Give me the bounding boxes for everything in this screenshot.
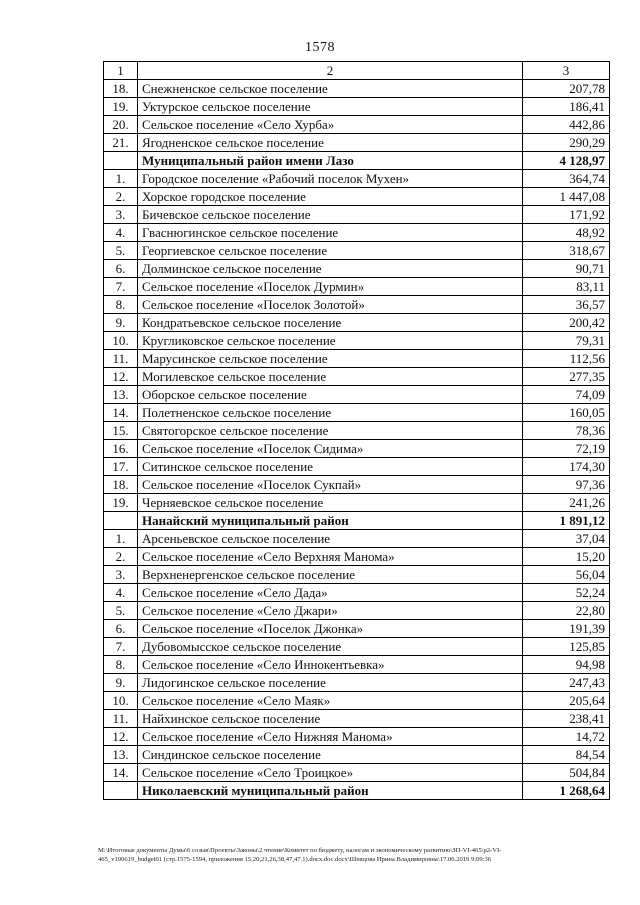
row-value: 247,43 [523,674,610,692]
table-row [104,296,610,314]
district-total-row [104,512,610,530]
row-value: 83,11 [523,278,610,296]
row-name: Нанайский муниципальный район [138,512,523,530]
row-value: 205,64 [523,692,610,710]
row-name: Могилевское сельское поселение [138,368,523,386]
row-value: 1 268,64 [523,782,610,800]
table-row [104,314,610,332]
row-name: Верхненергенское сельское поселение [138,566,523,584]
row-number: 14. [104,764,138,782]
row-number: 17. [104,458,138,476]
row-value: 72,19 [523,440,610,458]
row-name: Арсеньевское сельское поселение [138,530,523,548]
row-value: 112,56 [523,350,610,368]
row-number: 15. [104,422,138,440]
row-value: 364,74 [523,170,610,188]
row-value: 160,05 [523,404,610,422]
row-number: 14. [104,404,138,422]
row-value: 4 128,97 [523,152,610,170]
row-value: 174,30 [523,458,610,476]
row-number: 12. [104,368,138,386]
row-value: 78,36 [523,422,610,440]
row-name: Муниципальный район имени Лазо [138,152,523,170]
row-number: 2. [104,188,138,206]
row-name: Оборское сельское поселение [138,386,523,404]
row-name: Дубовомысское сельское поселение [138,638,523,656]
row-name: Сельское поселение «Село Хурба» [138,116,523,134]
table-row [104,458,610,476]
row-name: Николаевский муниципальный район [138,782,523,800]
row-name: Снежненское сельское поселение [138,80,523,98]
row-name: Сельское поселение «Поселок Сидима» [138,440,523,458]
budget-table [103,61,610,800]
table-row [104,530,610,548]
row-name: Сельское поселение «Поселок Золотой» [138,296,523,314]
district-total-row [104,152,610,170]
row-value: 48,92 [523,224,610,242]
table-row [104,476,610,494]
row-name: Сельское поселение «Село Троицкое» [138,764,523,782]
header-col-number: 1 [104,62,138,80]
table-row [104,404,610,422]
table-row [104,368,610,386]
row-number [104,512,138,530]
district-total-row [104,782,610,800]
row-value: 1 447,08 [523,188,610,206]
row-number: 11. [104,350,138,368]
row-value: 94,98 [523,656,610,674]
row-number: 13. [104,386,138,404]
row-name: Синдинское сельское поселение [138,746,523,764]
table-row [104,746,610,764]
table-row [104,764,610,782]
row-value: 238,41 [523,710,610,728]
budget-table-body [104,62,610,800]
row-number: 13. [104,746,138,764]
row-name: Найхинское сельское поселение [138,710,523,728]
table-row [104,584,610,602]
row-value: 277,35 [523,368,610,386]
row-number: 6. [104,260,138,278]
row-number [104,152,138,170]
row-value: 125,85 [523,638,610,656]
table-row [104,548,610,566]
table-row [104,116,610,134]
table-row [104,206,610,224]
row-number: 2. [104,548,138,566]
footer-line-1: М:\Итоговые документы Думы\6 созыв\Проекты\Законы\2 чтение\Комитет по бюджету, налогам и экономическому развитию\ЗП-VI-465\р2-VI- [98,847,502,854]
row-name: Черняевское сельское поселение [138,494,523,512]
row-name: Сельское поселение «Село Маяк» [138,692,523,710]
table-row [104,80,610,98]
row-value: 79,31 [523,332,610,350]
row-value: 171,92 [523,206,610,224]
row-value: 97,36 [523,476,610,494]
row-number: 7. [104,638,138,656]
row-name: Кругликовское сельское поселение [138,332,523,350]
row-name: Хорское городское поселение [138,188,523,206]
row-name: Сельское поселение «Село Верхняя Манома» [138,548,523,566]
row-number: 5. [104,602,138,620]
row-value: 36,57 [523,296,610,314]
row-value: 318,67 [523,242,610,260]
row-value: 241,26 [523,494,610,512]
row-value: 1 891,12 [523,512,610,530]
table-row [104,656,610,674]
row-value: 200,42 [523,314,610,332]
row-value: 15,20 [523,548,610,566]
row-name: Сельское поселение «Поселок Дурмин» [138,278,523,296]
row-number: 6. [104,620,138,638]
row-value: 90,71 [523,260,610,278]
row-number: 4. [104,584,138,602]
row-number: 18. [104,476,138,494]
row-name: Ситинское сельское поселение [138,458,523,476]
header-col-value: 3 [523,62,610,80]
row-number: 18. [104,80,138,98]
row-number: 1. [104,530,138,548]
table-row [104,188,610,206]
row-value: 191,39 [523,620,610,638]
table-row [104,242,610,260]
table-row [104,602,610,620]
row-number: 9. [104,674,138,692]
row-number: 10. [104,692,138,710]
row-number: 20. [104,116,138,134]
row-value: 56,04 [523,566,610,584]
row-value: 74,09 [523,386,610,404]
row-value: 504,84 [523,764,610,782]
row-name: Полетненское сельское поселение [138,404,523,422]
table-row [104,170,610,188]
row-name: Лидогинское сельское поселение [138,674,523,692]
file-path-footer [98,846,620,864]
footer-line-2: 465_v190619_budget01 (стр.1575-1594, приложения 15,20,21,26,38,47,47.1).docx.doc.docx\Шевцова Ирина Владимировна\17.06.2019 9:09:36 [98,856,492,863]
table-row [104,440,610,458]
row-number: 19. [104,98,138,116]
row-name: Гваснюгинское сельское поселение [138,224,523,242]
row-name: Святогорское сельское поселение [138,422,523,440]
row-value: 186,41 [523,98,610,116]
row-value: 84,54 [523,746,610,764]
row-number: 5. [104,242,138,260]
row-name: Кондратьевское сельское поселение [138,314,523,332]
table-row [104,98,610,116]
table-row [104,278,610,296]
row-name: Сельское поселение «Село Дада» [138,584,523,602]
row-number: 3. [104,206,138,224]
row-name: Уктурское сельское поселение [138,98,523,116]
page-number: 1578 [305,40,335,55]
table-row [104,386,610,404]
row-number [104,782,138,800]
row-value: 14,72 [523,728,610,746]
table-row [104,692,610,710]
row-name: Сельское поселение «Село Нижняя Манома» [138,728,523,746]
table-row [104,494,610,512]
table-header-row [104,62,610,80]
row-name: Ягодненское сельское поселение [138,134,523,152]
header-col-name: 2 [138,62,523,80]
row-number: 10. [104,332,138,350]
row-name: Сельское поселение «Поселок Сукпай» [138,476,523,494]
row-number: 21. [104,134,138,152]
row-number: 11. [104,710,138,728]
row-name: Долминское сельское поселение [138,260,523,278]
row-number: 8. [104,296,138,314]
table-row [104,134,610,152]
row-value: 52,24 [523,584,610,602]
row-value: 290,29 [523,134,610,152]
row-number: 4. [104,224,138,242]
row-name: Марусинское сельское поселение [138,350,523,368]
row-name: Городское поселение «Рабочий поселок Мухен» [138,170,523,188]
table-row [104,674,610,692]
table-row [104,638,610,656]
row-value: 37,04 [523,530,610,548]
row-number: 16. [104,440,138,458]
row-number: 9. [104,314,138,332]
table-row [104,224,610,242]
row-number: 3. [104,566,138,584]
table-row [104,422,610,440]
table-row [104,350,610,368]
row-value: 207,78 [523,80,610,98]
row-number: 19. [104,494,138,512]
table-row [104,728,610,746]
row-name: Бичевское сельское поселение [138,206,523,224]
row-value: 22,80 [523,602,610,620]
row-value: 442,86 [523,116,610,134]
table-row [104,620,610,638]
table-row [104,332,610,350]
row-number: 8. [104,656,138,674]
table-row [104,260,610,278]
row-number: 7. [104,278,138,296]
row-name: Георгиевское сельское поселение [138,242,523,260]
row-number: 12. [104,728,138,746]
row-number: 1. [104,170,138,188]
row-name: Сельское поселение «Поселок Джонка» [138,620,523,638]
row-name: Сельское поселение «Село Иннокентьевка» [138,656,523,674]
row-name: Сельское поселение «Село Джари» [138,602,523,620]
table-row [104,710,610,728]
table-row [104,566,610,584]
